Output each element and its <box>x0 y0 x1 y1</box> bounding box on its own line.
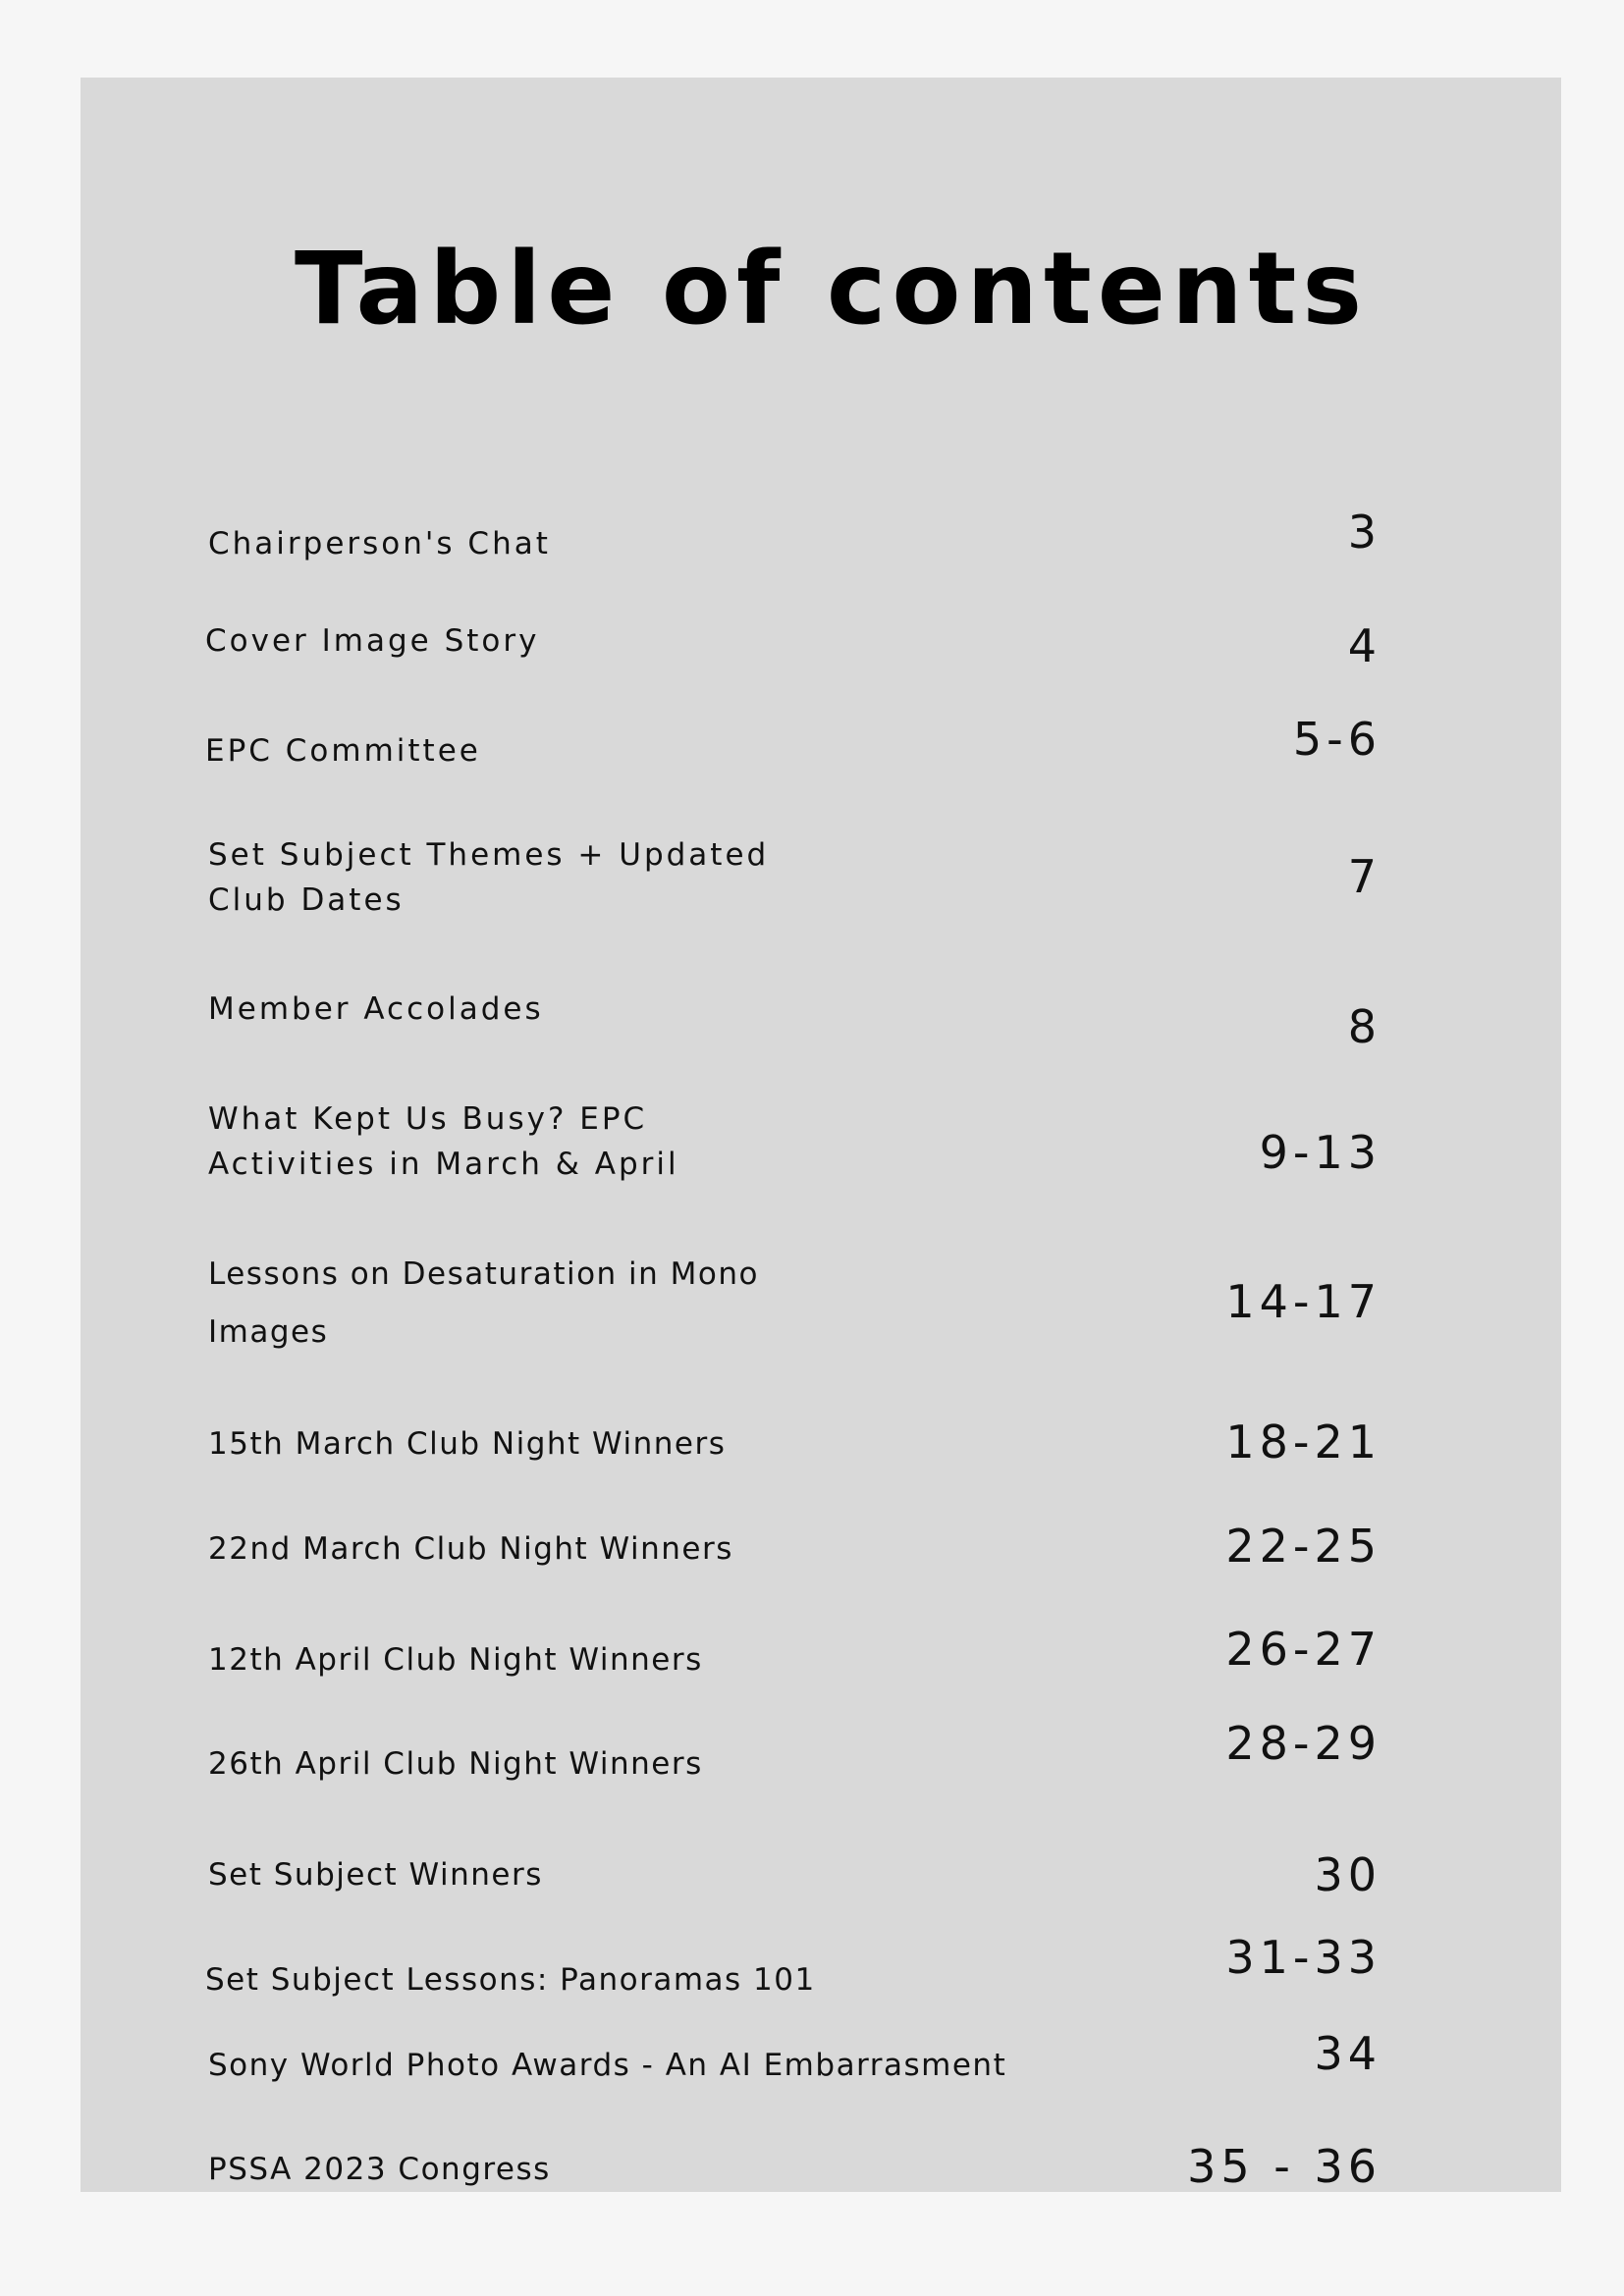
toc-entry-page: 8 <box>1347 1000 1381 1053</box>
toc-entry-title: Member Accolades <box>208 991 544 1027</box>
toc-entry-title: 12th April Club Night Winners <box>208 1642 703 1678</box>
toc-entry-title: Chairperson's Chat <box>208 526 551 561</box>
toc-entry-title <box>208 1246 759 1362</box>
toc-entry-page: 22-25 <box>1225 1520 1381 1573</box>
toc-entry-page: 35 - 36 <box>1187 2140 1381 2193</box>
toc-entry-page: 5-6 <box>1292 713 1381 766</box>
toc-entry-page: 28-29 <box>1225 1717 1381 1770</box>
toc-entry-title-line: What Kept Us Busy? EPC <box>208 1101 648 1137</box>
toc-entry-page: 31-33 <box>1225 1931 1381 1984</box>
toc-entry-title <box>208 1096 679 1187</box>
toc-entry-title: Sony World Photo Awards - An AI Embarrasment <box>208 2048 1007 2083</box>
toc-entry-page: 30 <box>1314 1848 1381 1901</box>
toc-entry-page: 14-17 <box>1225 1275 1381 1328</box>
toc-entry-title-line: Set Subject Themes + Updated <box>208 837 770 873</box>
toc-entry-title <box>208 832 769 923</box>
page-title: Table of contents <box>295 231 1369 347</box>
toc-entry-title: PSSA 2023 Congress <box>208 2152 551 2187</box>
toc-entry-title: EPC Committee <box>205 733 481 769</box>
toc-entry-title: Cover Image Story <box>205 623 540 659</box>
toc-entry-title-line: Lessons on Desaturation in Mono <box>208 1256 759 1292</box>
toc-entry-title: 15th March Club Night Winners <box>208 1426 727 1462</box>
toc-entry-title: Set Subject Winners <box>208 1857 543 1893</box>
toc-entry-title-line: Images <box>208 1314 329 1350</box>
toc-entry-page: 34 <box>1314 2027 1381 2080</box>
toc-entry-title: 26th April Club Night Winners <box>208 1746 703 1782</box>
toc-entry-page: 26-27 <box>1225 1623 1381 1676</box>
toc-entry-page: 3 <box>1347 506 1381 559</box>
toc-entry-title-line: Club Dates <box>208 882 405 918</box>
toc-entry-page: 9-13 <box>1259 1126 1381 1179</box>
toc-entry-page: 7 <box>1347 850 1381 903</box>
toc-entry-title: 22nd March Club Night Winners <box>208 1531 733 1567</box>
contents-page <box>81 78 1561 2192</box>
toc-entry-page: 4 <box>1347 619 1381 672</box>
toc-entry-page: 18-21 <box>1225 1415 1381 1468</box>
toc-entry-title-line: Activities in March & April <box>208 1147 679 1182</box>
toc-entry-title: Set Subject Lessons: Panoramas 101 <box>205 1962 816 1998</box>
